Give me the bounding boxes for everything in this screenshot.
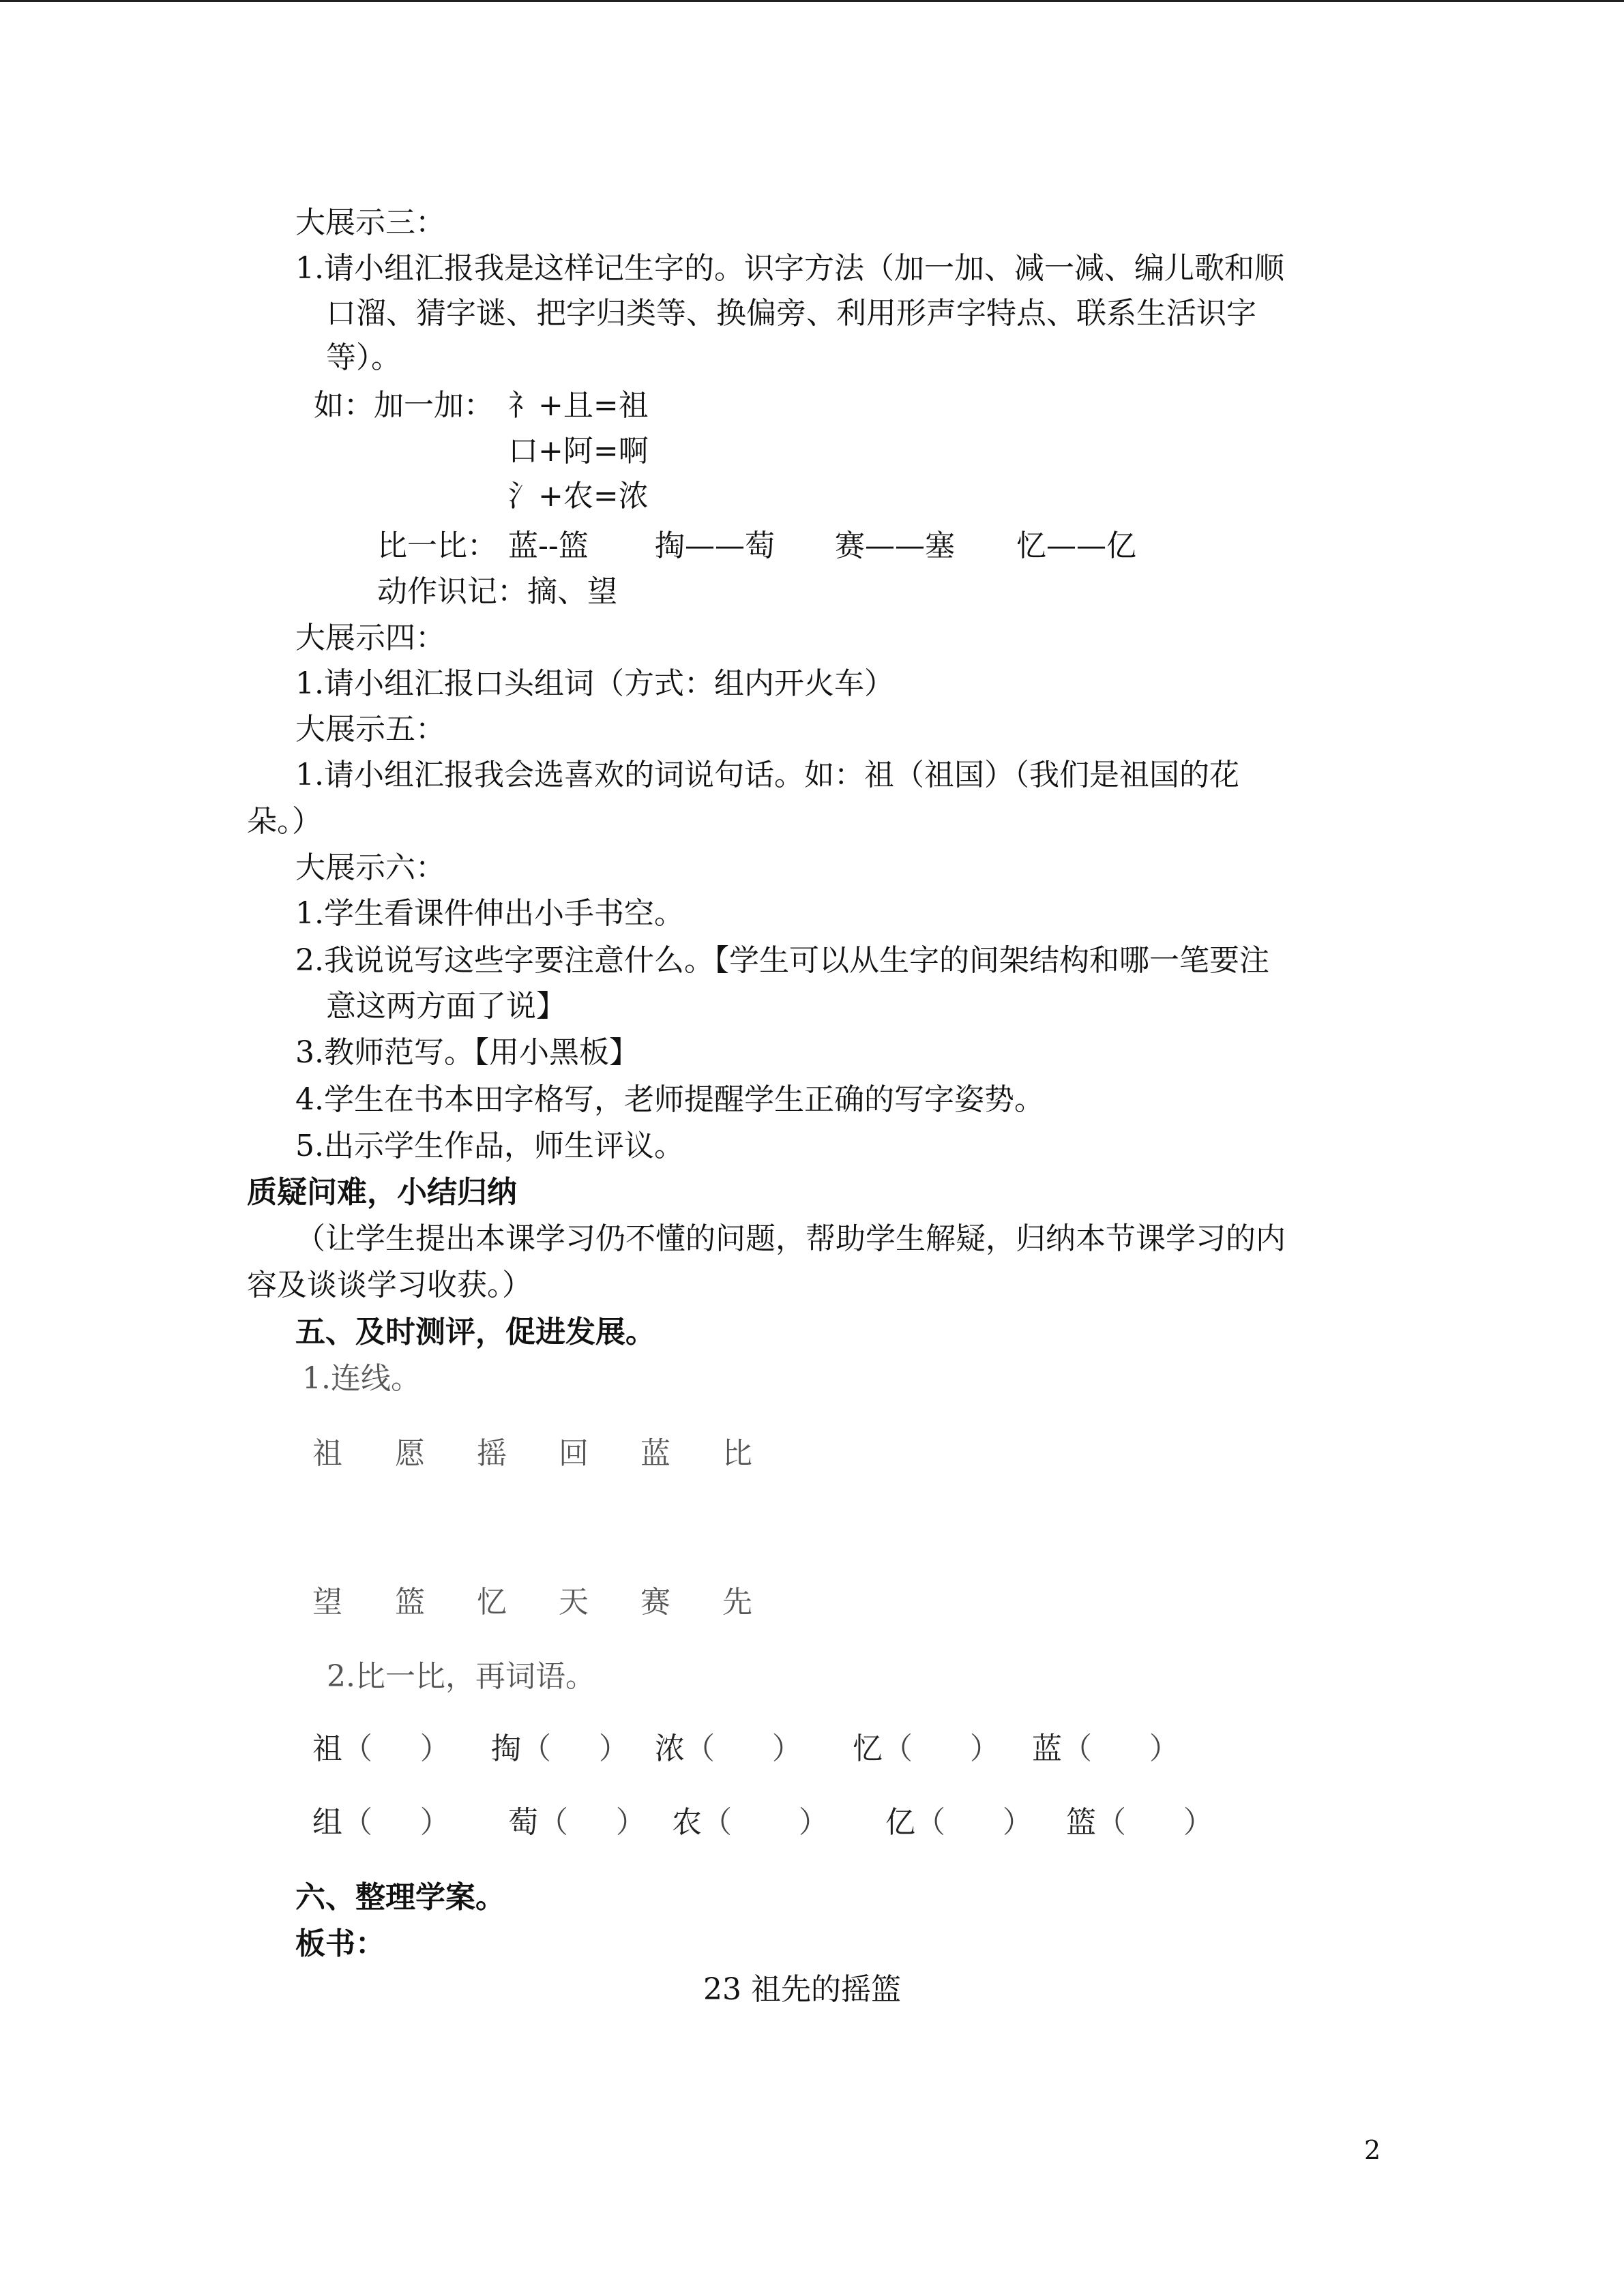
- compare-item: 掏（ ）: [491, 1731, 629, 1766]
- s5-item1-line1: 1.请小组汇报我会选喜欢的词说句话。如：祖（祖国）（我们是祖国的花: [295, 758, 1239, 792]
- section-heading-6: 大展示六：: [295, 850, 445, 885]
- summary-heading: 质疑问难，小结归纳: [247, 1175, 517, 1210]
- connect-top-word: 愿: [395, 1436, 425, 1471]
- s6-item3: 3.教师范写。【用小黑板】: [295, 1035, 639, 1070]
- s3-item1-line2: 口溜、猜字谜、把字归类等、换偏旁、利用形声字特点、联系生活识字: [326, 296, 1256, 331]
- answer-blank[interactable]: （ ）: [915, 1805, 1033, 1840]
- compare-item: 忆（ ）: [853, 1731, 1000, 1766]
- compare-item: 篮（ ）: [1066, 1805, 1213, 1840]
- s5-item1-line2: 朵。）: [247, 804, 322, 839]
- board-label: 板书：: [295, 1926, 385, 1961]
- question-2-compare: 2.比一比，再词语。: [327, 1659, 595, 1694]
- summary-body-line1: （让学生提出本课学习仍不懂的问题，帮助学生解疑，归纳本节课学习的内: [295, 1221, 1286, 1256]
- s6-item1: 1.学生看课件伸出小手书空。: [295, 896, 684, 931]
- connect-top-word: 摇: [477, 1436, 507, 1471]
- example-2: 口+阿=啊: [508, 434, 649, 468]
- compare-item: 农（ ）: [672, 1805, 829, 1840]
- compare-item: 萄（ ）: [508, 1805, 646, 1840]
- compare-item: 祖（ ）: [312, 1731, 450, 1766]
- section-heading-5: 大展示五：: [295, 712, 445, 747]
- arrange-heading: 六、整理学案。: [295, 1880, 505, 1915]
- connect-bottom-word: 望: [312, 1585, 342, 1620]
- answer-blank[interactable]: （ ）: [521, 1731, 629, 1766]
- connect-bottom-word: 忆: [477, 1585, 507, 1620]
- compare-item: 亿（ ）: [885, 1805, 1033, 1840]
- answer-blank[interactable]: （ ）: [342, 1805, 450, 1840]
- section-heading-4: 大展示四：: [295, 621, 445, 655]
- compare-pair-1: 蓝--篮: [508, 528, 589, 563]
- answer-blank[interactable]: （ ）: [1096, 1805, 1213, 1840]
- example-prefix: 如：加一加：: [314, 388, 494, 423]
- page-number: 2: [1364, 2135, 1381, 2165]
- compare-item: 组（ ）: [312, 1805, 450, 1840]
- s6-item2-line1: 2.我说说写这些字要注意什么。【学生可以从生字的间架结构和哪一笔要注: [295, 943, 1269, 978]
- s3-item1-line3: 等）。: [326, 340, 401, 375]
- compare-pair-3: 赛——塞: [835, 528, 955, 563]
- answer-blank[interactable]: （ ）: [342, 1731, 450, 1766]
- connect-top-word: 回: [559, 1436, 589, 1471]
- connect-top-word: 蓝: [640, 1436, 670, 1471]
- example-3: 氵+农=浓: [508, 479, 649, 513]
- board-title: 23 祖先的摇篮: [703, 1972, 901, 2007]
- example-1: 礻+且=祖: [508, 388, 649, 423]
- answer-blank[interactable]: （ ）: [1062, 1731, 1179, 1766]
- connect-top-word: 祖: [312, 1436, 342, 1471]
- s4-item1: 1.请小组汇报口头组词（方式：组内开火车）: [295, 666, 894, 701]
- connect-bottom-word: 天: [559, 1585, 589, 1620]
- connect-top-word: 比: [722, 1436, 752, 1471]
- answer-blank[interactable]: （ ）: [883, 1731, 1000, 1766]
- compare-pair-2: 掏——萄: [655, 528, 775, 563]
- connect-bottom-word: 篮: [395, 1585, 425, 1620]
- section-heading-3: 大展示三：: [295, 205, 445, 240]
- assessment-heading: 五、及时测评，促进发展。: [295, 1315, 655, 1350]
- question-1-connect: 1.连线。: [302, 1361, 421, 1396]
- compare-item: 蓝（ ）: [1032, 1731, 1179, 1766]
- connect-bottom-word: 赛: [640, 1585, 670, 1620]
- s6-item4: 4.学生在书本田字格写，老师提醒学生正确的写字姿势。: [295, 1082, 1044, 1117]
- answer-blank[interactable]: （ ）: [685, 1731, 802, 1766]
- compare-label: 比一比：: [377, 528, 497, 563]
- compare-item: 浓（ ）: [655, 1731, 802, 1766]
- s6-item5: 5.出示学生作品，师生评议。: [295, 1129, 684, 1163]
- page-top-border: [0, 0, 1624, 2]
- s6-item2-line2: 意这两方面了说】: [326, 989, 566, 1024]
- answer-blank[interactable]: （ ）: [702, 1805, 829, 1840]
- connect-bottom-word: 先: [722, 1585, 752, 1620]
- answer-blank[interactable]: （ ）: [538, 1805, 646, 1840]
- action-memory: 动作识记：摘、望: [377, 574, 617, 609]
- summary-body-line2: 容及谈谈学习收获。）: [247, 1268, 532, 1302]
- s3-item1-line1: 1.请小组汇报我是这样记生字的。识字方法（加一加、减一减、编儿歌和顺: [295, 251, 1284, 286]
- compare-pair-4: 忆——亿: [1016, 528, 1136, 563]
